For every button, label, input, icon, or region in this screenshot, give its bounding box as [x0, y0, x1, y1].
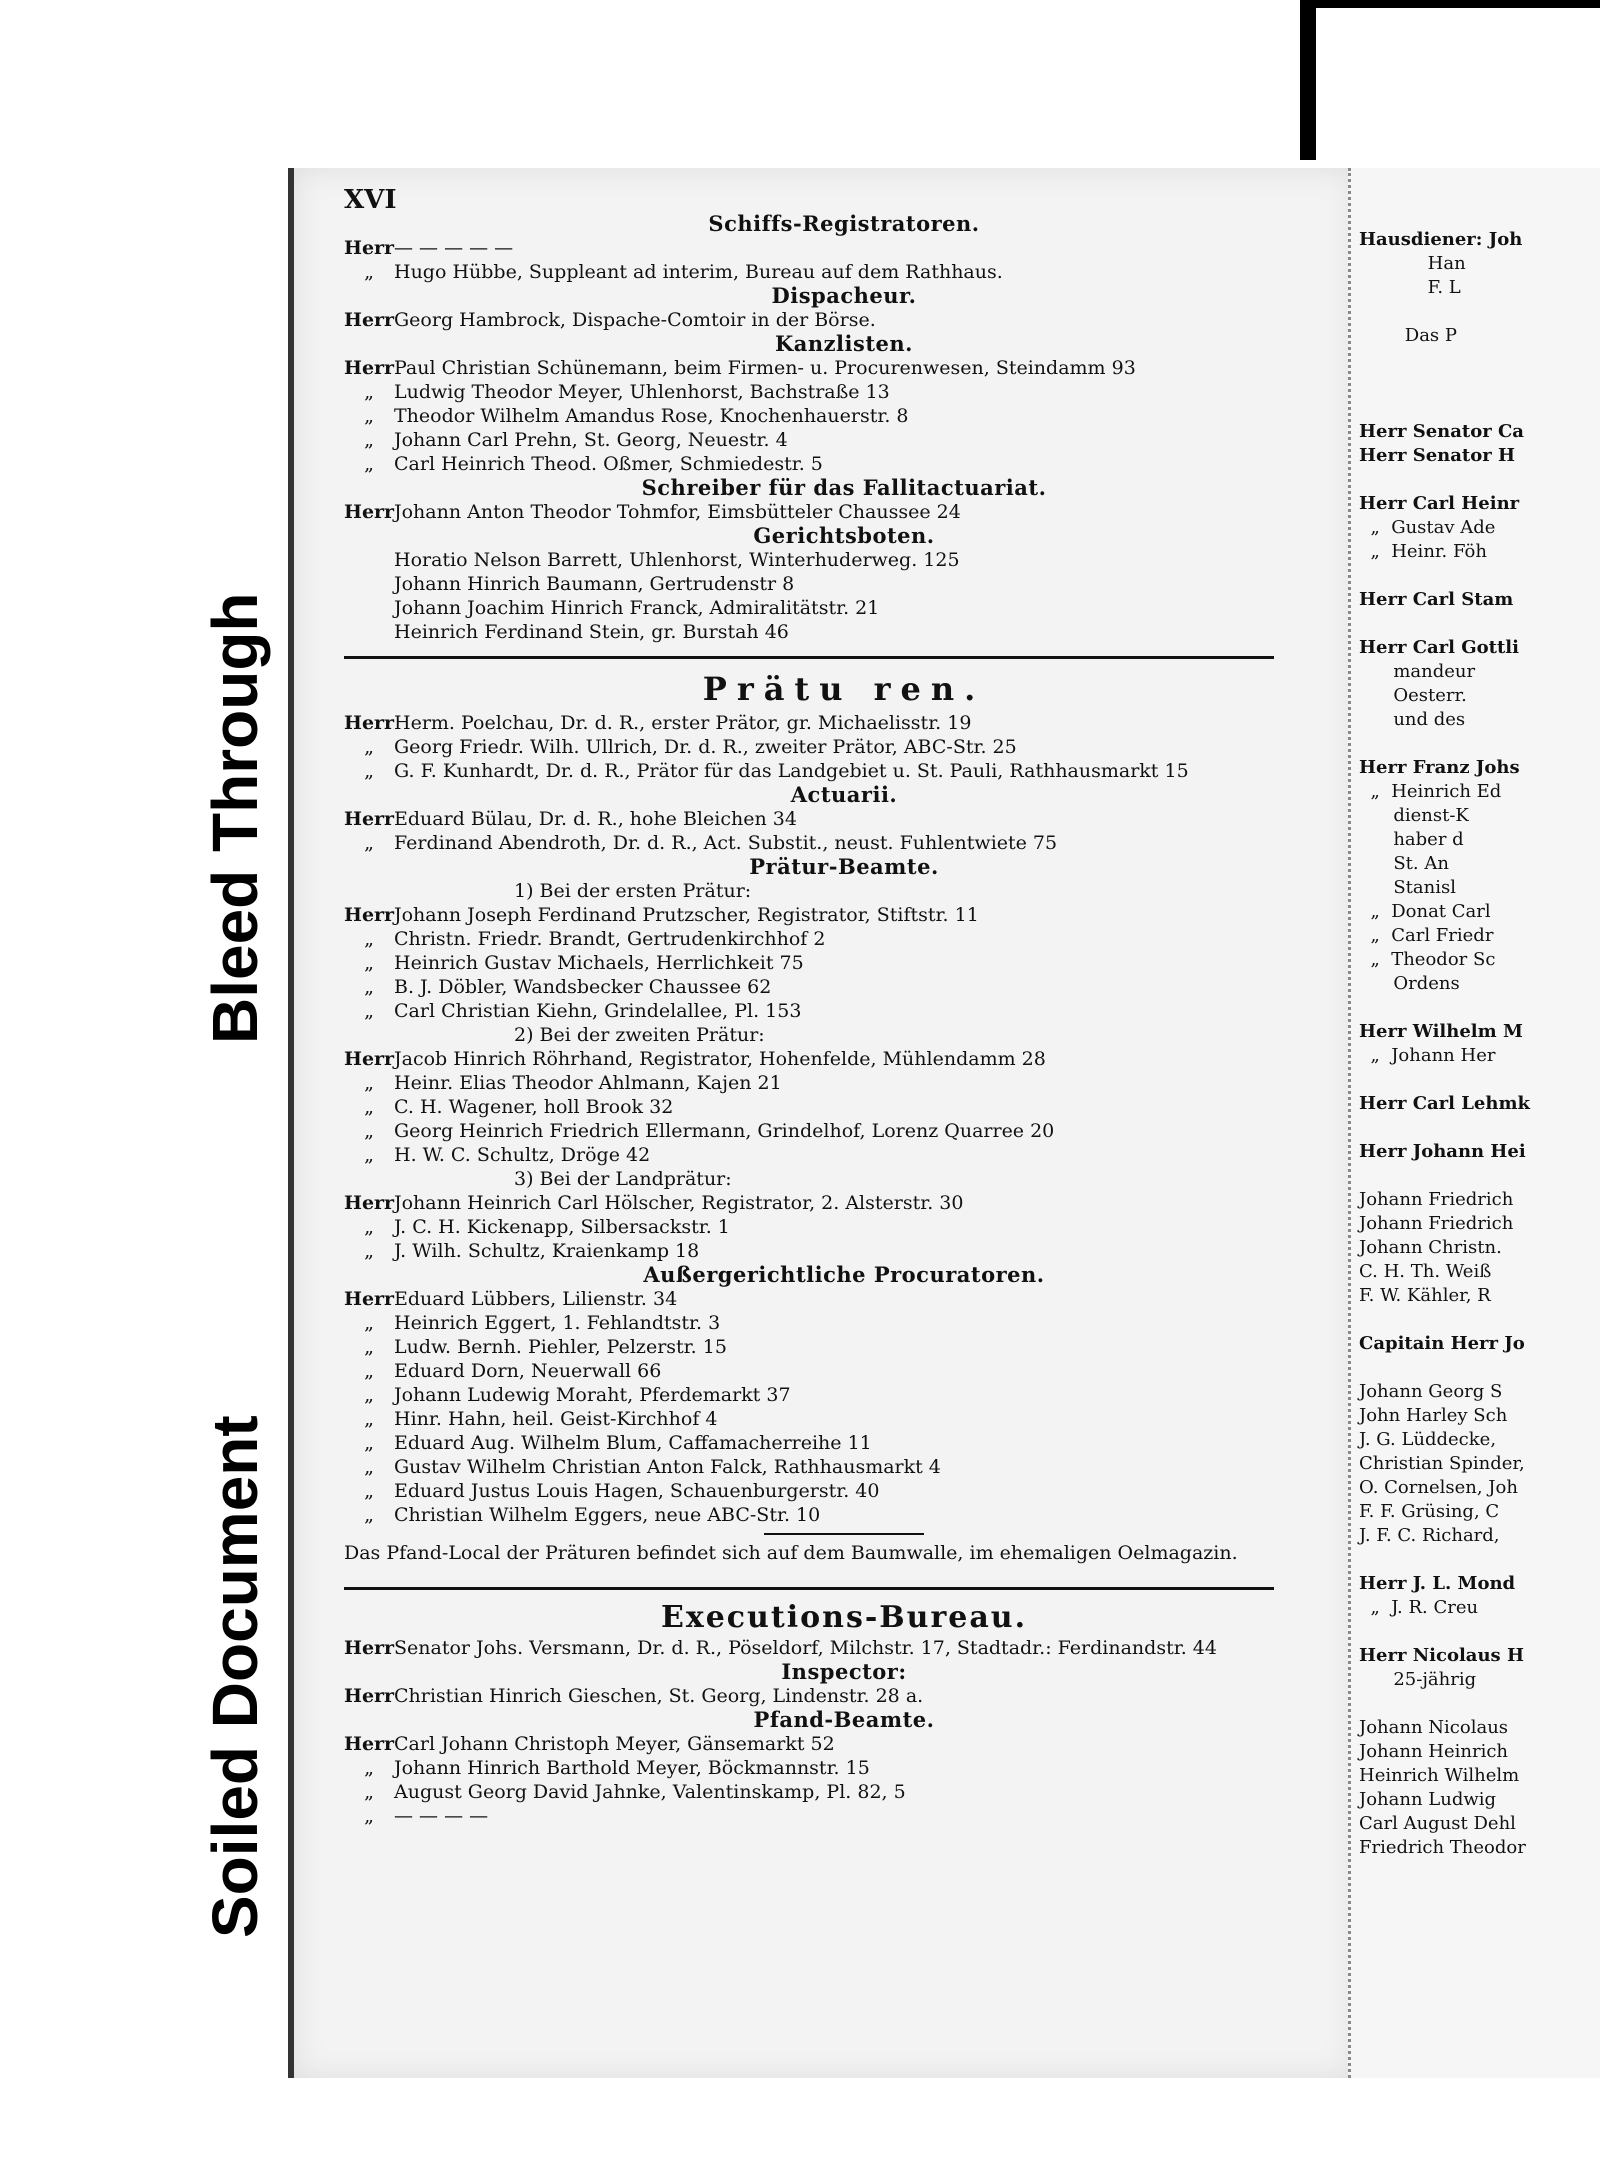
- entry-row: [344, 620, 1344, 644]
- right-page-line: F. L: [1359, 277, 1461, 298]
- entry-text: Carl Johann Christoph Meyer, Gänsemarkt 52: [394, 1733, 835, 1755]
- entry-text: Eduard Aug. Wilhelm Blum, Caffamacherreihe 11: [394, 1432, 872, 1454]
- entry-prefix: „: [364, 1072, 374, 1094]
- entry-row: [344, 404, 1344, 428]
- entry-text: Hugo Hübbe, Suppleant ad interim, Bureau auf dem Rathhaus.: [394, 261, 1003, 283]
- entry-prefix: Herr: [344, 904, 395, 926]
- right-page-line: [1359, 996, 1600, 1020]
- praetur-rows: [344, 711, 1344, 783]
- subsection-label: 1) Bei der ersten Prätur:: [514, 880, 752, 902]
- entry-row: [344, 1756, 1344, 1780]
- entry-text: B. J. Döbler, Wandsbecker Chaussee 62: [394, 976, 772, 998]
- right-page-line: „ Johann Her: [1359, 1045, 1496, 1066]
- section-heading: Schiffs-Registratoren.: [708, 211, 980, 236]
- entry-row: [344, 975, 1344, 999]
- entry-row: [344, 759, 1344, 783]
- entry-text: — — — — —: [394, 237, 514, 259]
- right-page-line: Herr Wilhelm M: [1359, 1021, 1523, 1042]
- entry-row: [344, 927, 1344, 951]
- divider-2: [344, 1587, 1274, 1590]
- entry-row: [344, 1359, 1344, 1383]
- right-page-line: Das P: [1359, 325, 1458, 346]
- right-page-line: Herr Johann Hei: [1359, 1141, 1526, 1162]
- entry-text: Georg Heinrich Friedrich Ellermann, Grindelhof, Lorenz Quarree 20: [394, 1120, 1055, 1142]
- entry-row: [344, 1780, 1344, 1804]
- right-page-line: F. F. Grüsing, C: [1359, 1501, 1500, 1522]
- subsection-label: 3) Bei der Landprätur:: [514, 1168, 732, 1190]
- entry-prefix: Herr: [344, 357, 395, 379]
- entry-row: [344, 999, 1344, 1023]
- right-page-line: [1359, 1164, 1600, 1188]
- entry-text: Johann Hinrich Baumann, Gertrudenstr 8: [394, 573, 795, 595]
- entry-prefix: Herr: [344, 1637, 395, 1659]
- entry-prefix: „: [364, 1360, 374, 1382]
- right-page-line: [1359, 468, 1600, 492]
- entry-prefix: „: [364, 1781, 374, 1803]
- entry-prefix: „: [364, 1456, 374, 1478]
- entry-prefix: „: [364, 405, 374, 427]
- entry-prefix: „: [364, 1216, 374, 1238]
- right-page-line: haber d: [1359, 829, 1464, 850]
- right-page-line: dienst-K: [1359, 805, 1469, 826]
- entry-prefix: „: [364, 1384, 374, 1406]
- inspector-rows: [344, 1684, 1344, 1708]
- entry-prefix: „: [364, 1312, 374, 1334]
- right-page-line: Oesterr.: [1359, 685, 1467, 706]
- entry-prefix: „: [364, 1504, 374, 1526]
- entry-prefix: „: [364, 1096, 374, 1118]
- executions-bureau-title: Executions-Bureau.: [660, 1600, 1028, 1635]
- procuratoren-heading: Außergerichtliche Procuratoren.: [643, 1262, 1045, 1287]
- entry-row: [344, 308, 1344, 332]
- entry-row: [344, 428, 1344, 452]
- right-page-line: Hausdiener: Joh: [1359, 229, 1523, 250]
- entry-row: [344, 1684, 1344, 1708]
- entry-text: Georg Hambrock, Dispache-Comtoir in der Börse.: [394, 309, 876, 331]
- right-page-line: [1359, 612, 1600, 636]
- entry-text: Senator Johs. Versmann, Dr. d. R., Pöseldorf, Milchstr. 17, Stadtadr.: Ferdinandstr. 44: [394, 1637, 1217, 1659]
- right-page-line: Herr Carl Lehmk: [1359, 1093, 1530, 1114]
- right-page-line: O. Cornelsen, Joh: [1359, 1477, 1518, 1498]
- entry-text: Johann Joseph Ferdinand Prutzscher, Registrator, Stiftstr. 11: [394, 904, 979, 926]
- entry-row: [344, 1119, 1344, 1143]
- section-heading: Schreiber für das Fallitactuariat.: [641, 475, 1047, 500]
- inspector-heading: Inspector:: [781, 1659, 907, 1684]
- entry-row: [344, 452, 1344, 476]
- right-page-line: Heinrich Wilhelm: [1359, 1765, 1520, 1786]
- right-page-line: „ Theodor Sc: [1359, 949, 1496, 970]
- entry-prefix: „: [364, 453, 374, 475]
- entry-text: Eduard Lübbers, Lilienstr. 34: [394, 1288, 678, 1310]
- entry-text: Christian Hinrich Gieschen, St. Georg, Lindenstr. 28 a.: [394, 1685, 924, 1707]
- right-page-content: [1359, 228, 1600, 1860]
- right-page-line: [1359, 372, 1600, 396]
- entry-prefix: „: [364, 1336, 374, 1358]
- entry-row: [344, 1431, 1344, 1455]
- entry-text: Herm. Poelchau, Dr. d. R., erster Prätor, gr. Michaelisstr. 19: [394, 712, 972, 734]
- pfand-local-note: Das Pfand-Local der Präturen befindet sich auf dem Baumwalle, im ehemaligen Oelmagazin.: [344, 1542, 1238, 1564]
- entry-row: [344, 1095, 1344, 1119]
- entry-prefix: „: [364, 1000, 374, 1022]
- entry-row: [344, 1215, 1344, 1239]
- entry-row: [344, 236, 1344, 260]
- entry-text: J. Wilh. Schultz, Kraienkamp 18: [394, 1240, 700, 1262]
- right-page-line: [1359, 1116, 1600, 1140]
- entry-prefix: „: [364, 1240, 374, 1262]
- page-number: XVI: [344, 185, 397, 215]
- entry-prefix: „: [364, 261, 374, 283]
- right-page-line: [1359, 1548, 1600, 1572]
- subsection-label: 2) Bei der zweiten Prätur:: [514, 1024, 765, 1046]
- entry-row: [344, 711, 1344, 735]
- entry-text: Johann Hinrich Barthold Meyer, Böckmannstr. 15: [394, 1757, 870, 1779]
- right-page-line: Capitain Herr Jo: [1359, 1333, 1525, 1354]
- entry-prefix: Herr: [344, 1192, 395, 1214]
- bleed-through-label: Bleed Through: [199, 592, 271, 1044]
- actuarii-heading: Actuarii.: [790, 782, 898, 807]
- entry-text: Ludwig Theodor Meyer, Uhlenhorst, Bachstraße 13: [394, 381, 890, 403]
- right-page-line: Stanisl: [1359, 877, 1456, 898]
- right-page-line: 25-jährig: [1359, 1669, 1477, 1690]
- right-page-line: [1359, 1692, 1600, 1716]
- right-page-line: Herr Franz Johs: [1359, 757, 1520, 778]
- right-page-line: J. G. Lüddecke,: [1359, 1429, 1497, 1450]
- entry-text: Johann Ludewig Moraht, Pferdemarkt 37: [394, 1384, 791, 1406]
- right-page-line: Johann Georg S: [1359, 1381, 1503, 1402]
- scan-edge-bar-top: [1316, 0, 1600, 8]
- entry-row: [344, 1287, 1344, 1311]
- entry-prefix: „: [364, 1757, 374, 1779]
- right-page-line: [1359, 1620, 1600, 1644]
- right-page-line: „ J. R. Creu: [1359, 1597, 1479, 1618]
- entry-prefix: „: [364, 928, 374, 950]
- entry-row: [344, 1479, 1344, 1503]
- left-page-content: [344, 185, 1344, 1828]
- right-page-line: „ Heinr. Föh: [1359, 541, 1487, 562]
- entry-text: — — — —: [394, 1805, 489, 1827]
- soiled-document-label: Soiled Document: [199, 1415, 271, 1938]
- entry-prefix: „: [364, 381, 374, 403]
- entry-prefix: „: [364, 760, 374, 782]
- entry-text: Eduard Justus Louis Hagen, Schauenburgerstr. 40: [394, 1480, 880, 1502]
- pfand-beamte-heading: Pfand-Beamte.: [753, 1707, 935, 1732]
- entry-prefix: „: [364, 736, 374, 758]
- right-page-line: [1359, 300, 1600, 324]
- entry-prefix: „: [364, 952, 374, 974]
- right-page-line: Johann Nicolaus: [1359, 1717, 1509, 1738]
- entry-row: [344, 1335, 1344, 1359]
- entry-row: [344, 831, 1344, 855]
- entry-text: Johann Heinrich Carl Hölscher, Registrator, 2. Alsterstr. 30: [394, 1192, 964, 1214]
- entry-prefix: Herr: [344, 501, 395, 523]
- entry-row: [344, 1804, 1344, 1828]
- entry-text: Heinrich Eggert, 1. Fehlandtstr. 3: [394, 1312, 721, 1334]
- entry-row: [344, 548, 1344, 572]
- right-page-line: [1359, 1356, 1600, 1380]
- sections: [344, 212, 1344, 644]
- right-page-line: St. An: [1359, 853, 1449, 874]
- entry-row: [344, 1503, 1344, 1527]
- entry-text: Carl Heinrich Theod. Oßmer, Schmiedestr. 5: [394, 453, 823, 475]
- entry-text: H. W. C. Schultz, Dröge 42: [394, 1144, 651, 1166]
- entry-text: Carl Christian Kiehn, Grindelallee, Pl. 153: [394, 1000, 802, 1022]
- entry-row: [344, 1071, 1344, 1095]
- executions-rows: [344, 1636, 1344, 1660]
- entry-prefix: „: [364, 1805, 374, 1827]
- right-page-line: mandeur: [1359, 661, 1476, 682]
- divider: [344, 656, 1274, 659]
- right-page-line: Herr Carl Gottli: [1359, 637, 1519, 658]
- praetur-beamte-heading: Prätur-Beamte.: [749, 854, 939, 879]
- entry-row: [344, 951, 1344, 975]
- entry-row: [344, 260, 1344, 284]
- right-page-line: Johann Heinrich: [1359, 1741, 1509, 1762]
- right-page-line: Herr Nicolaus H: [1359, 1645, 1524, 1666]
- section-heading: Kanzlisten.: [775, 331, 913, 356]
- entry-text: Ferdinand Abendroth, Dr. d. R., Act. Substit., neust. Fuhlentwiete 75: [394, 832, 1058, 854]
- entry-row: [344, 1191, 1344, 1215]
- right-page-line: Christian Spinder,: [1359, 1453, 1525, 1474]
- entry-prefix: „: [364, 832, 374, 854]
- entry-prefix: „: [364, 1432, 374, 1454]
- right-page-line: [1359, 348, 1600, 372]
- right-page-line: Herr Carl Heinr: [1359, 493, 1520, 514]
- pfand-beamte-rows: [344, 1732, 1344, 1828]
- entry-prefix: „: [364, 1144, 374, 1166]
- entry-row: [344, 1383, 1344, 1407]
- entry-prefix: Herr: [344, 1048, 395, 1070]
- entry-row: [344, 1047, 1344, 1071]
- entry-row: [344, 572, 1344, 596]
- entry-text: Theodor Wilhelm Amandus Rose, Knochenhauerstr. 8: [394, 405, 909, 427]
- entry-text: G. F. Kunhardt, Dr. d. R., Prätor für das Landgebiet u. St. Pauli, Rathhausmarkt 15: [394, 760, 1189, 782]
- entry-text: Heinrich Ferdinand Stein, gr. Burstah 46: [394, 621, 789, 643]
- entry-text: Heinr. Elias Theodor Ahlmann, Kajen 21: [394, 1072, 782, 1094]
- right-page-line: [1359, 564, 1600, 588]
- entry-prefix: „: [364, 1120, 374, 1142]
- entry-row: [344, 1636, 1344, 1660]
- right-page-line: Herr J. L. Mond: [1359, 1573, 1516, 1594]
- praetur-beamte-groups: [344, 879, 1344, 1263]
- entry-row: [344, 1455, 1344, 1479]
- right-page-line: Johann Ludwig: [1359, 1789, 1497, 1810]
- entry-text: Ludw. Bernh. Piehler, Pelzerstr. 15: [394, 1336, 727, 1358]
- right-page: [1348, 168, 1600, 2078]
- entry-text: Eduard Dorn, Neuerwall 66: [394, 1360, 662, 1382]
- entry-row: [344, 380, 1344, 404]
- right-page-line: John Harley Sch: [1359, 1405, 1508, 1426]
- entry-row: [344, 1732, 1344, 1756]
- entry-text: Christian Wilhelm Eggers, neue ABC-Str. 10: [394, 1504, 821, 1526]
- entry-row: [344, 1143, 1344, 1167]
- entry-text: Christn. Friedr. Brandt, Gertrudenkirchhof 2: [394, 928, 826, 950]
- bleed-through-label-box: [168, 472, 288, 1072]
- right-page-line: und des: [1359, 709, 1466, 730]
- right-page-line: Johann Friedrich: [1359, 1213, 1514, 1234]
- short-divider: [764, 1533, 924, 1535]
- entry-text: C. H. Wagener, holl Brook 32: [394, 1096, 674, 1118]
- entry-prefix: „: [364, 429, 374, 451]
- right-page-line: Johann Friedrich: [1359, 1189, 1514, 1210]
- right-page-line: Herr Senator Ca: [1359, 421, 1524, 442]
- entry-row: [344, 807, 1344, 831]
- right-page-line: „ Donat Carl: [1359, 901, 1491, 922]
- right-page-line: „ Gustav Ade: [1359, 517, 1496, 538]
- entry-prefix: Herr: [344, 1733, 395, 1755]
- right-page-line: Herr Carl Stam: [1359, 589, 1514, 610]
- right-page-line: [1359, 396, 1600, 420]
- scan-edge-bar: [1300, 0, 1316, 160]
- right-page-line: Han: [1359, 253, 1466, 274]
- entry-prefix: „: [364, 976, 374, 998]
- right-page-line: Herr Senator H: [1359, 445, 1515, 466]
- entry-prefix: „: [364, 1408, 374, 1430]
- entry-text: August Georg David Jahnke, Valentinskamp, Pl. 82, 5: [394, 1781, 906, 1803]
- procuratoren-rows: [344, 1287, 1344, 1527]
- right-page-line: [1359, 1068, 1600, 1092]
- right-page-line: Carl August Dehl: [1359, 1813, 1516, 1834]
- entry-row: [344, 596, 1344, 620]
- right-page-line: „ Heinrich Ed: [1359, 781, 1502, 802]
- entry-prefix: „: [364, 1480, 374, 1502]
- right-page-line: Friedrich Theodor: [1359, 1837, 1526, 1858]
- right-page-line: J. F. C. Richard,: [1359, 1525, 1500, 1546]
- section-heading: Dispacheur.: [771, 283, 917, 308]
- entry-row: [344, 500, 1344, 524]
- left-page: [288, 168, 1354, 2078]
- right-page-line: C. H. Th. Weiß: [1359, 1261, 1492, 1282]
- entry-text: Hinr. Hahn, heil. Geist-Kirchhof 4: [394, 1408, 718, 1430]
- entry-row: [344, 1407, 1344, 1431]
- entry-row: [344, 356, 1344, 380]
- praeturen-title: Prätu ren.: [702, 670, 986, 708]
- entry-text: Heinrich Gustav Michaels, Herrlichkeit 75: [394, 952, 804, 974]
- soiled-document-label-box: [168, 1352, 288, 1952]
- entry-prefix: Herr: [344, 309, 395, 331]
- entry-text: Jacob Hinrich Röhrhand, Registrator, Hohenfelde, Mühlendamm 28: [394, 1048, 1046, 1070]
- entry-text: Johann Joachim Hinrich Franck, Admiralitätstr. 21: [394, 597, 880, 619]
- entry-text: Johann Anton Theodor Tohmfor, Eimsbütteler Chaussee 24: [394, 501, 961, 523]
- entry-row: [344, 735, 1344, 759]
- entry-prefix: Herr: [344, 712, 395, 734]
- right-page-line: Johann Christn.: [1359, 1237, 1502, 1258]
- right-page-line: F. W. Kähler, R: [1359, 1285, 1491, 1306]
- section-heading: Gerichtsboten.: [753, 523, 935, 548]
- entry-prefix: Herr: [344, 808, 395, 830]
- entry-text: Johann Carl Prehn, St. Georg, Neuestr. 4: [394, 429, 788, 451]
- entry-row: [344, 1239, 1344, 1263]
- right-page-line: [1359, 1308, 1600, 1332]
- entry-prefix: Herr: [344, 1288, 395, 1310]
- entry-text: Horatio Nelson Barrett, Uhlenhorst, Winterhuderweg. 125: [394, 549, 960, 571]
- entry-row: [344, 903, 1344, 927]
- entry-text: Gustav Wilhelm Christian Anton Falck, Rathhausmarkt 4: [394, 1456, 941, 1478]
- entry-prefix: Herr: [344, 237, 395, 259]
- entry-text: Paul Christian Schünemann, beim Firmen- u. Procurenwesen, Steindamm 93: [394, 357, 1136, 379]
- right-page-line: [1359, 732, 1600, 756]
- entry-prefix: Herr: [344, 1685, 395, 1707]
- entry-text: Georg Friedr. Wilh. Ullrich, Dr. d. R., zweiter Prätor, ABC-Str. 25: [394, 736, 1017, 758]
- entry-row: [344, 1311, 1344, 1335]
- right-page-line: Ordens: [1359, 973, 1460, 994]
- entry-text: J. C. H. Kickenapp, Silbersackstr. 1: [394, 1216, 730, 1238]
- actuarii-rows: [344, 807, 1344, 855]
- entry-text: Eduard Bülau, Dr. d. R., hohe Bleichen 34: [394, 808, 797, 830]
- right-page-line: „ Carl Friedr: [1359, 925, 1494, 946]
